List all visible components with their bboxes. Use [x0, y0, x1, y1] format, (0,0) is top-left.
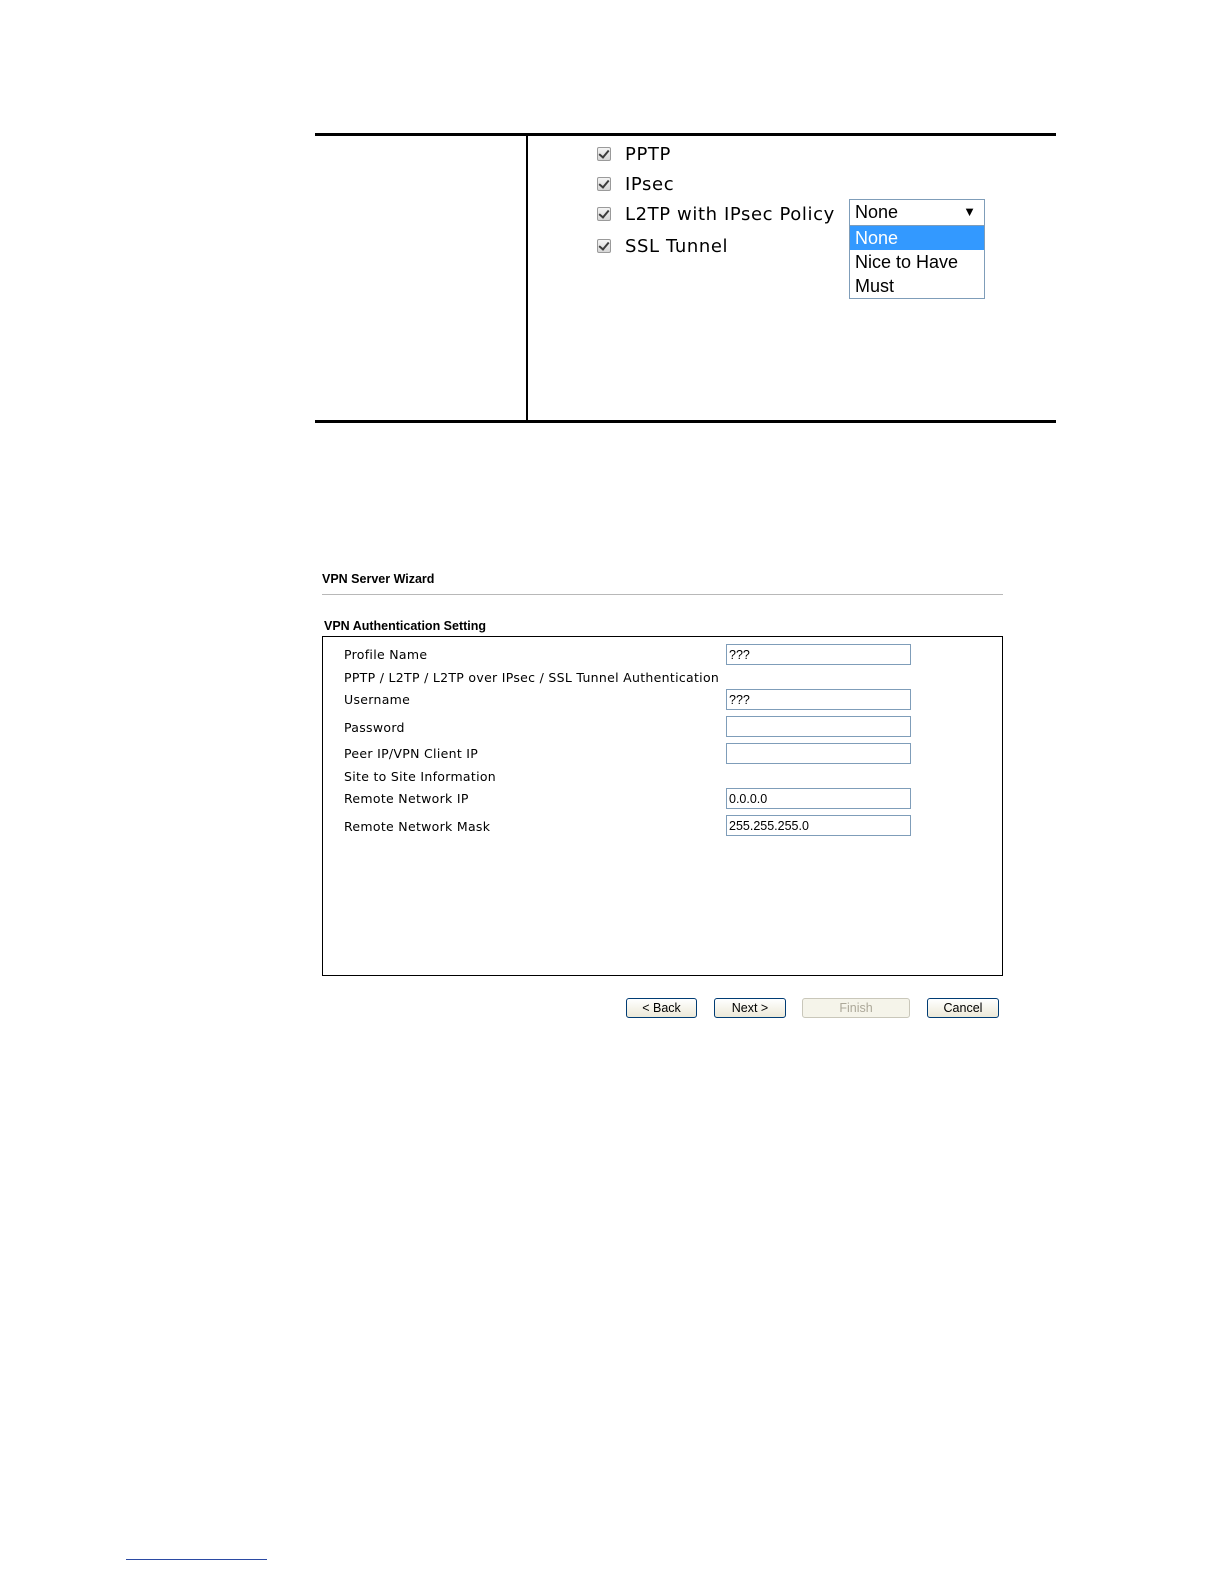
pptp-checkbox[interactable]	[597, 147, 611, 161]
ipsec-checkbox[interactable]	[597, 177, 611, 191]
vpn-type-table	[315, 133, 1056, 423]
password-input[interactable]	[726, 716, 911, 737]
ssl-tunnel-label: SSL Tunnel	[625, 235, 729, 257]
site-to-site-heading: Site to Site Information	[344, 769, 497, 784]
l2tp-policy-selected[interactable]	[849, 199, 985, 226]
next-button[interactable]: Next >	[714, 998, 786, 1018]
l2tp-ipsec-checkbox[interactable]	[597, 207, 611, 221]
cancel-button[interactable]: Cancel	[927, 998, 999, 1018]
section-title: VPN Authentication Setting	[324, 619, 487, 633]
remote-network-mask-input[interactable]	[726, 815, 911, 836]
l2tp-policy-selected-value: None	[855, 202, 899, 222]
username-label: Username	[344, 692, 411, 707]
profile-name-input[interactable]	[726, 644, 911, 665]
vpn-type-pptp[interactable]	[597, 142, 671, 166]
ipsec-label: IPsec	[625, 173, 675, 195]
remote-network-ip-label: Remote Network IP	[344, 791, 469, 806]
wizard-title-divider	[322, 594, 1003, 595]
pptp-label: PPTP	[625, 143, 671, 165]
remote-network-mask-label: Remote Network Mask	[344, 819, 491, 834]
wizard-title: VPN Server Wizard	[322, 572, 435, 586]
l2tp-policy-select[interactable]	[849, 199, 985, 299]
peer-ip-input[interactable]	[726, 743, 911, 764]
l2tp-policy-option-nice-to-have[interactable]: Nice to Have	[855, 252, 959, 272]
l2tp-policy-option-none[interactable]: None	[850, 226, 984, 250]
l2tp-ipsec-label: L2TP with IPsec Policy	[625, 203, 835, 225]
ssl-tunnel-checkbox[interactable]	[597, 239, 611, 253]
footnote-divider	[126, 1559, 267, 1560]
finish-button[interactable]: Finish	[802, 998, 910, 1018]
password-label: Password	[344, 720, 405, 735]
table-column-divider	[526, 136, 528, 420]
peer-ip-label: Peer IP/VPN Client IP	[344, 746, 479, 761]
l2tp-policy-options	[849, 226, 985, 299]
dropdown-arrow-icon[interactable]: ▼	[963, 204, 976, 219]
username-input[interactable]	[726, 689, 911, 710]
auth-heading: PPTP / L2TP / L2TP over IPsec / SSL Tunnel Authentication	[344, 670, 720, 685]
remote-network-ip-input[interactable]	[726, 788, 911, 809]
vpn-type-ssl-tunnel[interactable]	[597, 234, 728, 258]
l2tp-policy-option-must[interactable]: Must	[855, 276, 895, 296]
profile-name-label: Profile Name	[344, 647, 428, 662]
back-button[interactable]: < Back	[626, 998, 697, 1018]
vpn-type-l2tp-ipsec[interactable]	[597, 202, 835, 226]
vpn-type-ipsec[interactable]	[597, 172, 674, 196]
